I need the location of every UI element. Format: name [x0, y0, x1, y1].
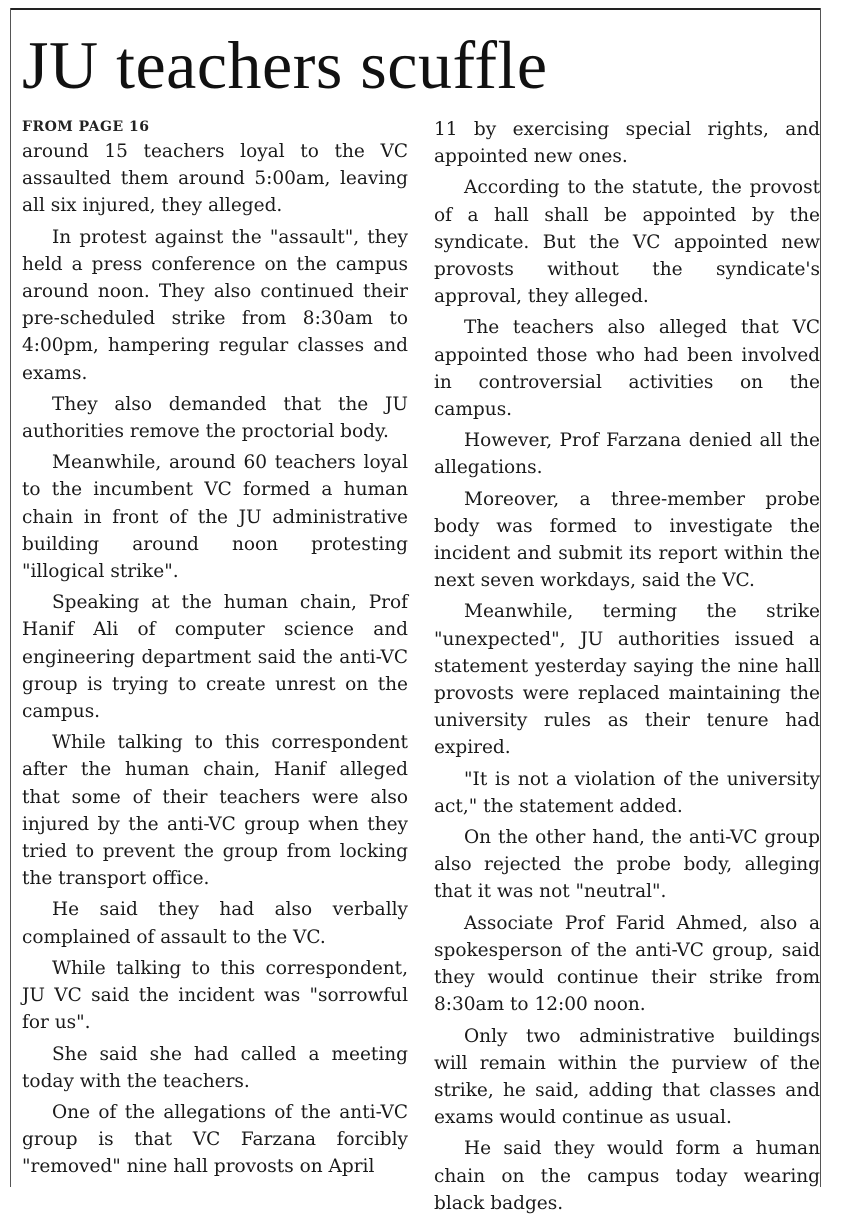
right-border-rule [820, 8, 821, 1187]
paragraph: She said she had called a meeting today with the teachers. [22, 1043, 408, 1092]
paragraph: around 15 teachers loyal to the VC assaulted them around 5:00am, leaving all six injured, they alleged. [22, 141, 408, 217]
paragraph: While talking to this correspondent after the human chain, Hanif alleged that some of their teachers were also injured by the anti-VC group when they tried to prevent the group from locking the transport office. [22, 732, 408, 890]
dateline: FROM PAGE 16 [22, 119, 150, 135]
article-column-right [434, 116, 820, 1221]
paragraph: One of the allegations of the anti-VC group is that VC Farzana forcibly "removed" nine hall provosts on April [22, 1101, 408, 1178]
article-column-left [22, 116, 408, 1185]
paragraph: Speaking at the human chain, Prof Hanif Ali of computer science and engineering department said the anti-VC group is trying to create unrest on the campus. [22, 592, 408, 723]
paragraph: Moreover, a three-member probe body was formed to investigate the incident and submit its report within the next seven workdays, said the VC. [434, 488, 820, 592]
paragraph: He said they had also verbally complained of assault to the VC. [22, 899, 408, 948]
paragraph: In protest against the "assault", they held a press conference on the campus around noon. They also continued their pre-scheduled strike from 8:30am to 4:00pm, hampering regular classes and exams. [22, 226, 408, 384]
paragraph: He said they would form a human chain on the campus today wearing black badges. [434, 1138, 820, 1214]
paragraph: Meanwhile, around 60 teachers loyal to the incumbent VC formed a human chain in front of the JU administrative building around noon protesting "illogical strike". [22, 452, 408, 583]
paragraph: Only two administrative buildings will remain within the purview of the strike, he said, adding that classes and exams would continue as usual. [434, 1025, 820, 1129]
paragraph: Meanwhile, terming the strike "unexpected", JU authorities issued a statement yesterday saying the nine hall provosts were replaced maintaining the university rules as their tenure had expired. [434, 601, 820, 759]
paragraph: They also demanded that the JU authorities remove the proctorial body. [22, 393, 408, 443]
paragraph: 11 by exercising special rights, and appointed new ones. [434, 119, 820, 168]
paragraph: "It is not a violation of the university act," the statement added. [434, 768, 820, 817]
paragraph: Associate Prof Farid Ahmed, also a spokesperson of the anti-VC group, said they would continue their strike from 8:30am to 12:00 noon. [434, 912, 820, 1016]
paragraph: The teachers also alleged that VC appointed those who had been involved in controversial activities on the campus. [434, 317, 820, 421]
top-border-rule [10, 8, 821, 10]
paragraph: According to the statute, the provost of a hall shall be appointed by the syndicate. But the VC appointed new provosts without the syndicate's approval, they alleged. [434, 177, 820, 308]
paragraph: On the other hand, the anti-VC group also rejected the probe body, alleging that it was not "neutral". [434, 827, 820, 903]
paragraph: While talking to this correspondent, JU VC said the incident was "sorrowful for us". [22, 957, 408, 1034]
paragraph: However, Prof Farzana denied all the allegations. [434, 430, 820, 479]
headline: JU teachers scuffle [22, 27, 548, 103]
left-border-rule [10, 8, 11, 1187]
